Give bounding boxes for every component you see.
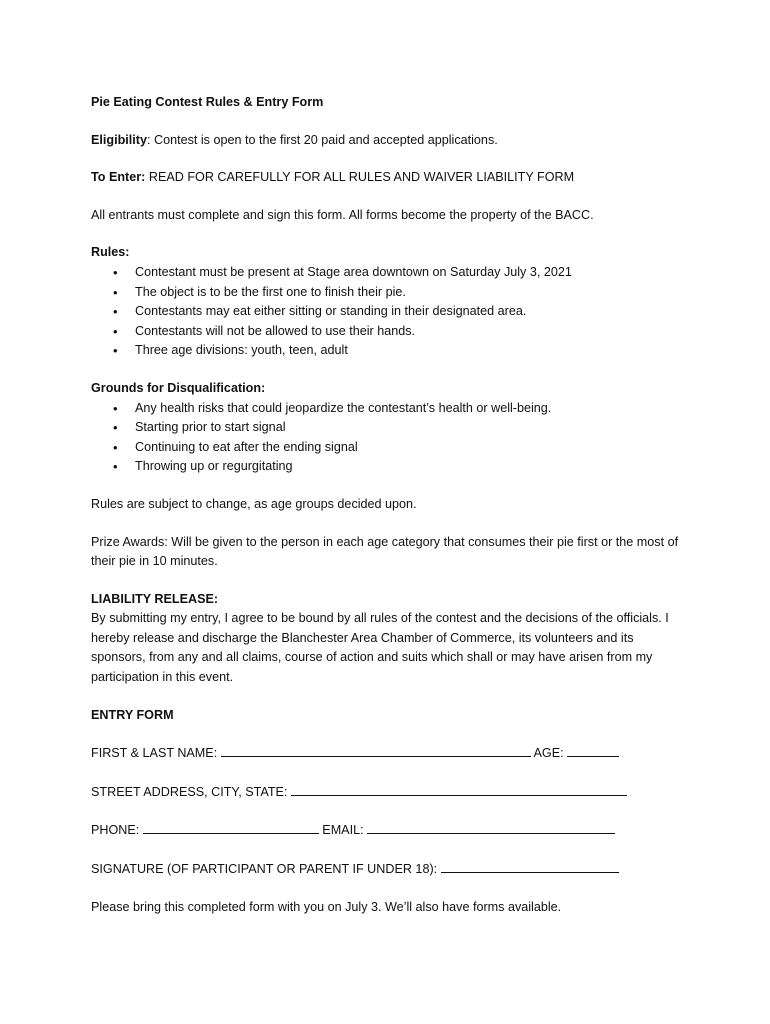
eligibility-label: Eligibility xyxy=(91,132,147,147)
email-label: EMAIL: xyxy=(318,823,368,838)
signature-label: SIGNATURE (OF PARTICIPANT OR PARENT IF UNDER 18): xyxy=(91,862,441,877)
phone-field[interactable] xyxy=(143,820,319,834)
list-item: • Continuing to eat after the ending signal xyxy=(91,438,681,458)
rules-change-note: Rules are subject to change, as age groups decided upon. xyxy=(91,496,417,511)
street-label: STREET ADDRESS, CITY, STATE: xyxy=(91,784,291,799)
list-item: • Starting prior to start signal xyxy=(91,418,681,438)
closing-note: Please bring this completed form with you on July 3. We’ll also have forms available. xyxy=(91,899,562,914)
signature-row xyxy=(91,859,681,880)
entrants-note: All entrants must complete and sign this form. All forms become the property of the BACC. xyxy=(91,207,594,222)
email-field[interactable] xyxy=(367,820,615,834)
age-label: AGE: xyxy=(530,746,568,761)
list-item: • Throwing up or regurgitating xyxy=(91,457,681,477)
name-field[interactable] xyxy=(221,743,531,757)
disqualification-list xyxy=(91,399,681,477)
list-item: • Contestant must be present at Stage area downtown on Saturday July 3, 2021 xyxy=(91,263,681,283)
liability-heading: LIABILITY RELEASE: xyxy=(91,591,219,606)
list-item: • Any health risks that could jeopardize the contestant’s health or well-being. xyxy=(91,399,681,419)
eligibility-text: : Contest is open to the first 20 paid and accepted applications. xyxy=(146,132,498,147)
street-row xyxy=(91,782,681,803)
to-enter-label: To Enter: xyxy=(91,170,146,185)
liability-text: By submitting my entry, I agree to be bound by all rules of the contest and the decisions of the officials. I hereby release and discharge the Blanchester Area Chamber of Commerce, its volunteers and its sponsors, from any and all claims, course of action and suits which shall or may have arisen from my participation in this event. xyxy=(91,611,669,685)
list-item: • The object is to be the first one to finish their pie. xyxy=(91,283,681,303)
name-label: FIRST & LAST NAME: xyxy=(91,746,221,761)
phone-label: PHONE: xyxy=(91,823,143,838)
entry-form-heading: ENTRY FORM xyxy=(91,707,174,722)
street-address-field[interactable] xyxy=(291,782,627,796)
to-enter-paragraph xyxy=(91,168,681,188)
list-item: • Contestants will not be allowed to use their hands. xyxy=(91,322,681,342)
eligibility-paragraph xyxy=(91,131,681,151)
to-enter-text: READ FOR CAREFULLY FOR ALL RULES AND WAIVER LIABILITY FORM xyxy=(145,170,575,185)
age-field[interactable] xyxy=(567,743,619,757)
name-age-row xyxy=(91,743,681,764)
list-item: • Contestants may eat either sitting or standing in their designated area. xyxy=(91,302,681,322)
signature-field[interactable] xyxy=(441,859,619,873)
list-item: • Three age divisions: youth, teen, adult xyxy=(91,341,681,361)
document-page xyxy=(91,93,681,917)
rules-heading: Rules: xyxy=(91,245,130,260)
document-title: Pie Eating Contest Rules & Entry Form xyxy=(91,95,324,109)
disqualification-heading: Grounds for Disqualification: xyxy=(91,380,266,395)
prize-awards-paragraph: Prize Awards: Will be given to the person in each age category that consumes their pie first or the most of their pie in 10 minutes. xyxy=(91,534,679,569)
rules-list xyxy=(91,263,681,361)
phone-email-row xyxy=(91,820,681,841)
